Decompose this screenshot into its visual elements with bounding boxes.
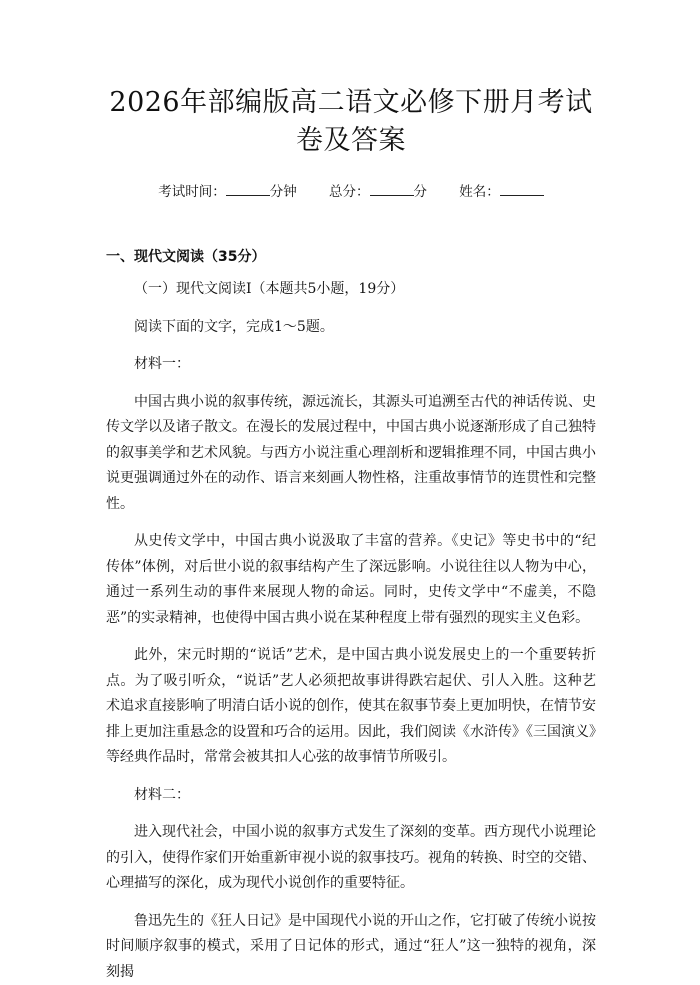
total-score-field [329,182,427,202]
sub-section-heading: （一）现代文阅读Ⅰ（本题共5小题，19分） [106,277,596,303]
reading-instruction: 阅读下面的文字，完成1～5题。 [106,315,596,341]
section-heading: 一、现代文阅读（35分） [106,247,596,267]
exam-info-line [106,182,596,202]
total-score-blank[interactable] [370,182,414,196]
exam-time-label: 考试时间： [158,184,226,200]
total-score-label: 总分： [329,184,370,200]
material-one-paragraph-2: 从史传文学中，中国古典小说汲取了丰富的营养。《史记》等史书中的“纪传体”体例，对后世小说的叙事结构产生了深远影响。小说往往以人物为中心，通过一系列生动的事件来展现人物的命运。同时，史传文学中“不虚美，不隐恶”的实录精神，也使得中国古典小说在某种程度上带有强烈的现实主义色彩。 [106,529,596,631]
exam-time-field [158,182,297,202]
material-one-paragraph-1: 中国古典小说的叙事传统，源远流长，其源头可追溯至古代的神话传说、史传文学以及诸子散文。在漫长的发展过程中，中国古典小说逐渐形成了自己独特的叙事美学和艺术风貌。与西方小说注重心理剖析和逻辑推理不同，中国古典小说更强调通过外在的动作、语言来刻画人物性格，注重故事情节的连贯性和完整性。 [106,390,596,518]
material-two-label: 材料二： [106,783,596,809]
student-name-blank[interactable] [500,182,544,196]
material-one-label: 材料一： [106,352,596,378]
total-score-unit: 分 [414,184,428,200]
student-name-label: 姓名： [459,184,500,200]
material-two-paragraph-1: 进入现代社会，中国小说的叙事方式发生了深刻的变革。西方现代小说理论的引入，使得作家们开始重新审视小说的叙事技巧。视角的转换、时空的交错、心理描写的深化，成为现代小说创作的重要特征。 [106,820,596,897]
student-name-field [459,182,544,202]
exam-title: 2026年部编版高二语文必修下册月考试卷及答案 [106,84,596,160]
exam-time-unit: 分钟 [270,184,297,200]
material-two-paragraph-2: 鲁迅先生的《狂人日记》是中国现代小说的开山之作，它打破了传统小说按时间顺序叙事的模式，采用了日记体的形式，通过“狂人”这一独特的视角，深刻揭 [106,909,596,985]
material-one-paragraph-3: 此外，宋元时期的“说话”艺术，是中国古典小说发展史上的一个重要转折点。为了吸引听众，“说话”艺人必须把故事讲得跌宕起伏、引人入胜。这种艺术追求直接影响了明清白话小说的创作，使其在叙事节奏上更加明快，在情节安排上更加注重悬念的设置和巧合的运用。因此，我们阅读《水浒传》《三国演义》等经典作品时，常常会被其扣人心弦的故事情节所吸引。 [106,643,596,771]
exam-time-blank[interactable] [226,182,270,196]
